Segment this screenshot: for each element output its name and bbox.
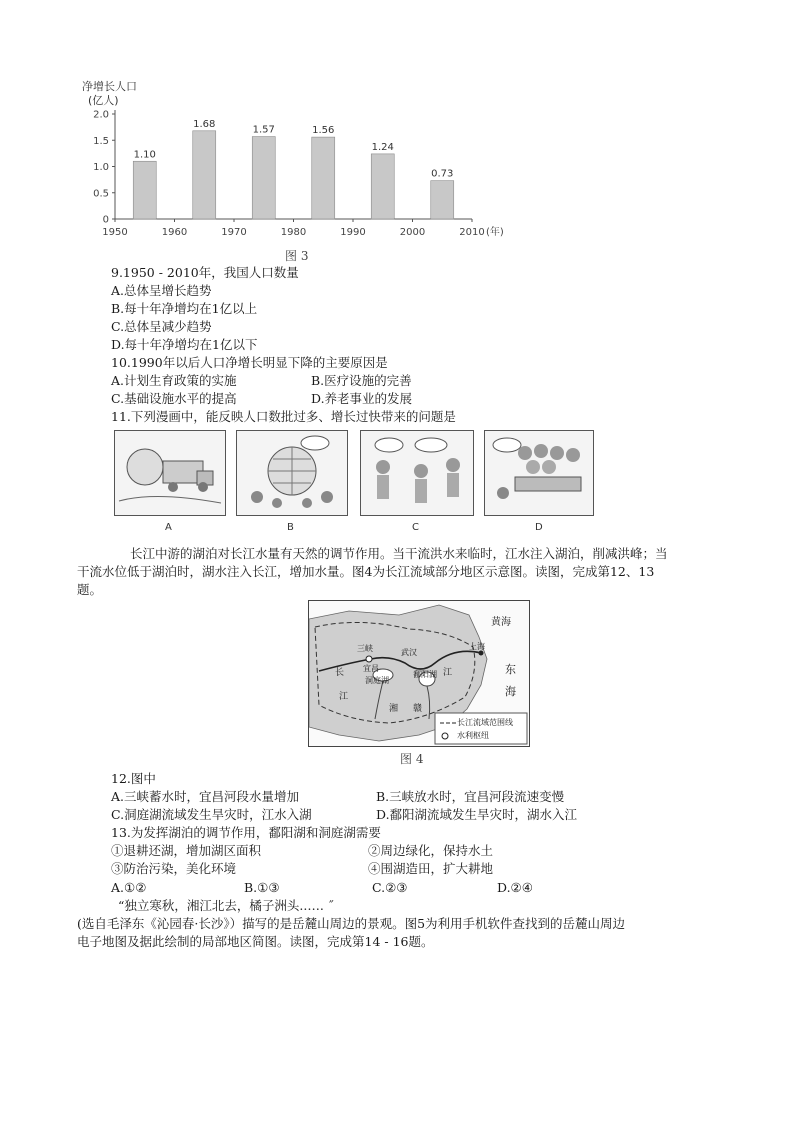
cartoon-c-drawing xyxy=(361,431,473,515)
x-tick-label: 2000 xyxy=(399,227,426,238)
legend-hub-label: 水利枢纽 xyxy=(457,731,489,740)
passage-2-line-2: (选自毛泽东《沁园春·长沙》）描写的是岳麓山周边的景观。图5为利用手机软件查找到的岳麓山周边 xyxy=(77,916,626,931)
q12-option-a[interactable]: A.三峡蓄水时，宜昌河段水量增加 xyxy=(111,789,300,804)
label-donghai-2: 海 xyxy=(505,685,516,698)
x-tick-label: 1970 xyxy=(221,227,247,238)
bar-value-label: 1.24 xyxy=(371,141,394,153)
bar-value-label: 1.10 xyxy=(133,149,156,161)
x-tick-label: 2010 xyxy=(459,227,485,238)
cartoon-a[interactable] xyxy=(114,430,226,516)
q10-option-d[interactable]: D.养老事业的发展 xyxy=(311,391,413,406)
bar xyxy=(252,137,275,219)
q9-option-d[interactable]: D.每十年净增均在1亿以下 xyxy=(111,337,258,352)
bar xyxy=(193,131,216,219)
passage-2-line-3: 电子地图及据此绘制的局部地区简图。读图，完成第14 - 16题。 xyxy=(77,934,434,949)
figure-3-caption: 图 3 xyxy=(285,249,309,263)
cartoon-d-label: D xyxy=(535,522,543,533)
passage-1-line-3: 题。 xyxy=(77,582,103,597)
q13-option-c[interactable]: C.②③ xyxy=(372,880,408,895)
q13-option-d[interactable]: D.②④ xyxy=(497,880,533,895)
bar-chart-svg xyxy=(70,78,530,268)
y-tick-label: 0.5 xyxy=(93,188,109,200)
x-axis-unit: (年) xyxy=(486,227,504,238)
cartoon-b-drawing xyxy=(237,431,347,515)
bar-value-label: 1.68 xyxy=(193,118,216,130)
label-poyanghu: 鄱阳湖 xyxy=(413,670,437,679)
y-tick-label: 1.0 xyxy=(93,162,109,173)
q10-option-b[interactable]: B.医疗设施的完善 xyxy=(311,373,412,388)
q13-statement-3: ③防治污染，美化环境 xyxy=(111,861,237,876)
cartoon-d-drawing xyxy=(485,431,593,515)
bar-value-label: 0.73 xyxy=(431,168,454,180)
label-jiang-1: 江 xyxy=(339,692,349,702)
q10-option-c[interactable]: C.基础设施水平的提高 xyxy=(111,391,237,406)
cartoon-c[interactable] xyxy=(360,430,474,516)
q13-statement-4: ④围湖造田，扩大耕地 xyxy=(368,861,494,876)
bar xyxy=(431,181,454,219)
q10-stem: 10.1990年以后人口净增长明显下降的主要原因是 xyxy=(111,355,388,370)
figure-4-caption: 图 4 xyxy=(400,752,424,766)
label-sanxia: 三峡 xyxy=(357,644,373,653)
label-dongtinghu: 洞庭湖 xyxy=(365,676,389,685)
cartoon-a-label: A xyxy=(165,522,172,533)
passage-1-line-2: 干流水位低于湖泊时，湖水注入长江，增加水量。图4为长江流域部分地区示意图。读图，完成第12、13 xyxy=(77,564,655,579)
figure-3-chart xyxy=(70,78,530,268)
y-tick-label: 2.0 xyxy=(93,109,109,121)
bar xyxy=(371,154,394,219)
q12-stem: 12.图中 xyxy=(111,771,156,786)
label-shanghai: 上海 xyxy=(469,642,485,651)
cartoon-b-label: B xyxy=(287,522,294,533)
bar xyxy=(133,161,156,219)
x-tick-label: 1950 xyxy=(102,227,128,238)
q13-statement-2: ②周边绿化，保持水土 xyxy=(368,843,494,858)
q13-statement-1: ①退耕还湖，增加湖区面积 xyxy=(111,843,262,858)
q12-option-b[interactable]: B.三峡放水时，宜昌河段流速变慢 xyxy=(376,789,565,804)
label-wuhan: 武汉 xyxy=(401,648,417,657)
q11-stem: 11.下列漫画中，能反映人口数批过多、增长过快带来的问题是 xyxy=(111,409,456,424)
q12-option-d[interactable]: D.鄱阳湖流域发生旱灾时，湖水入江 xyxy=(376,807,578,822)
label-jiang-2: 江 xyxy=(443,668,453,678)
cartoon-c-label: C xyxy=(412,522,419,533)
q12-option-c[interactable]: C.洞庭湖流域发生旱灾时，江水入湖 xyxy=(111,807,312,822)
q9-stem: 9.1950 - 2010年，我国人口数量 xyxy=(111,265,299,280)
label-gan: 赣 xyxy=(413,704,423,714)
bar-value-label: 1.56 xyxy=(312,125,335,137)
label-yichang: 宜昌 xyxy=(363,664,379,673)
legend-boundary-label: 长江流域范围线 xyxy=(457,718,513,727)
x-tick-label: 1960 xyxy=(161,227,188,238)
passage-2-line-1: “独立寒秋，湘江北去，橘子洲头..…. ˝ xyxy=(118,898,335,913)
bar xyxy=(312,137,335,219)
cartoon-d[interactable] xyxy=(484,430,594,516)
passage-1-line-1: 长江中游的湖泊对长江水量有天然的调节作用。当干流洪水来临时，江水注入湖泊，削减洪峰；当 xyxy=(130,546,668,561)
q10-option-a[interactable]: A.计划生育政策的实施 xyxy=(111,373,237,388)
q13-stem: 13.为发挥湖泊的调节作用，鄱阳湖和洞庭湖需要 xyxy=(111,825,381,840)
label-xiang: 湘 xyxy=(389,704,399,714)
label-huanghai: 黄海 xyxy=(491,617,511,628)
y-axis-title-line1: 净增长人口 xyxy=(82,80,137,93)
q13-option-a[interactable]: A.①② xyxy=(111,880,147,895)
bar-value-label: 1.57 xyxy=(252,124,275,136)
x-tick-label: 1980 xyxy=(280,227,307,238)
q9-option-b[interactable]: B.每十年净增均在1亿以上 xyxy=(111,301,258,316)
label-chang: 长 xyxy=(335,668,345,678)
q9-option-c[interactable]: C.总体呈减少趋势 xyxy=(111,319,212,334)
figure-4-map xyxy=(308,600,530,747)
cartoon-b[interactable] xyxy=(236,430,348,516)
q9-option-a[interactable]: A.总体呈增长趋势 xyxy=(111,283,212,298)
q13-option-b[interactable]: B.①③ xyxy=(244,880,280,895)
y-tick-label: 0 xyxy=(102,214,109,226)
y-tick-label: 1.5 xyxy=(93,135,109,147)
label-donghai-1: 东 xyxy=(505,663,516,676)
y-axis-title-line2: (亿人) xyxy=(88,94,119,107)
x-tick-label: 1990 xyxy=(340,227,366,238)
cartoon-a-drawing xyxy=(115,431,225,515)
